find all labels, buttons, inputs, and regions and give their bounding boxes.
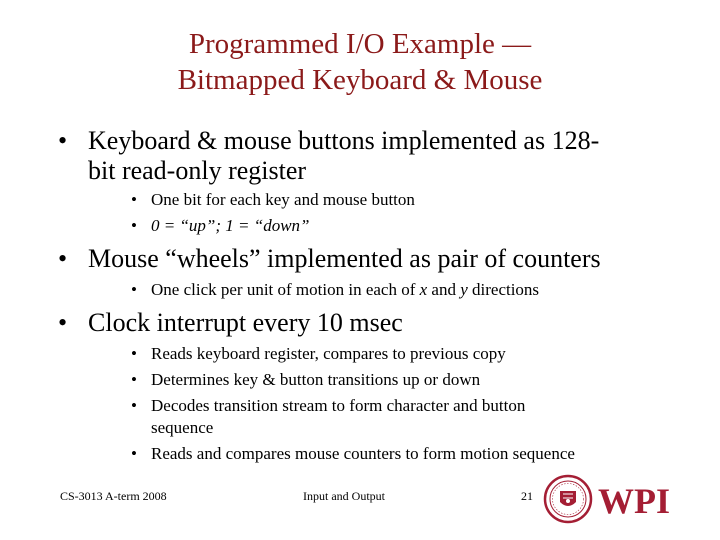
bullet-3-text: Clock interrupt every 10 msec — [88, 308, 403, 337]
bullet-glyph: • — [58, 308, 68, 337]
bullet-1-line-1: Keyboard & mouse buttons implemented as 128- — [88, 126, 600, 155]
bullet-2-sub-1-post: directions — [467, 280, 540, 299]
wpi-seal-icon — [545, 476, 591, 522]
bullet-3-sub-3-line-1: Decodes transition stream to form character and button — [151, 396, 526, 415]
bullet-2-sub-1-x: x — [419, 280, 428, 299]
bullet-glyph: • — [131, 444, 137, 463]
bullet-3-sub-4-text: Reads and compares mouse counters to form motion sequence — [151, 444, 575, 463]
bullet-1-sub-2-italic: 0 = “up”; 1 = “down” — [151, 216, 310, 235]
slide-title — [0, 26, 720, 98]
bullet-glyph: • — [58, 126, 68, 155]
bullet-glyph: • — [131, 216, 137, 235]
bullet-glyph: • — [58, 244, 68, 273]
title-line-1: Programmed I/O Example — — [188, 28, 532, 60]
bullet-3-sub-2-text: Determines key & button transitions up or down — [151, 370, 481, 389]
bullet-glyph: • — [131, 344, 137, 363]
bullet-1-sub-1-text: One bit for each key and mouse button — [151, 190, 415, 209]
bullet-3-sub-1-text: Reads keyboard register, compares to previous copy — [151, 344, 506, 363]
bullet-glyph: • — [131, 370, 137, 389]
bullet-glyph: • — [131, 396, 137, 415]
logo-wordmark: WPI — [598, 481, 670, 521]
footer-course: CS-3013 A-term 2008 — [60, 489, 167, 503]
bullet-2-text: Mouse “wheels” implemented as pair of counters — [88, 244, 601, 273]
bullet-2-sub-1-mid: and — [427, 280, 461, 299]
bullet-2-sub-1-pre: One click per unit of motion in each of — [151, 280, 420, 299]
bullet-glyph: • — [131, 190, 137, 209]
footer-topic: Input and Output — [303, 489, 385, 503]
footer-page-number: 21 — [521, 489, 533, 503]
bullet-1-sub-2-text — [151, 215, 310, 237]
bullet-2-sub-1-text — [151, 279, 539, 301]
bullet-2-sub-1-y: y — [460, 280, 468, 299]
bullet-1-line-2: bit read-only register — [88, 156, 307, 185]
bullet-glyph: • — [131, 280, 137, 299]
title-line-2: Bitmapped Keyboard & Mouse — [177, 64, 543, 96]
bullet-3-sub-3-line-2: sequence — [151, 418, 214, 437]
wpi-logo — [543, 474, 708, 524]
